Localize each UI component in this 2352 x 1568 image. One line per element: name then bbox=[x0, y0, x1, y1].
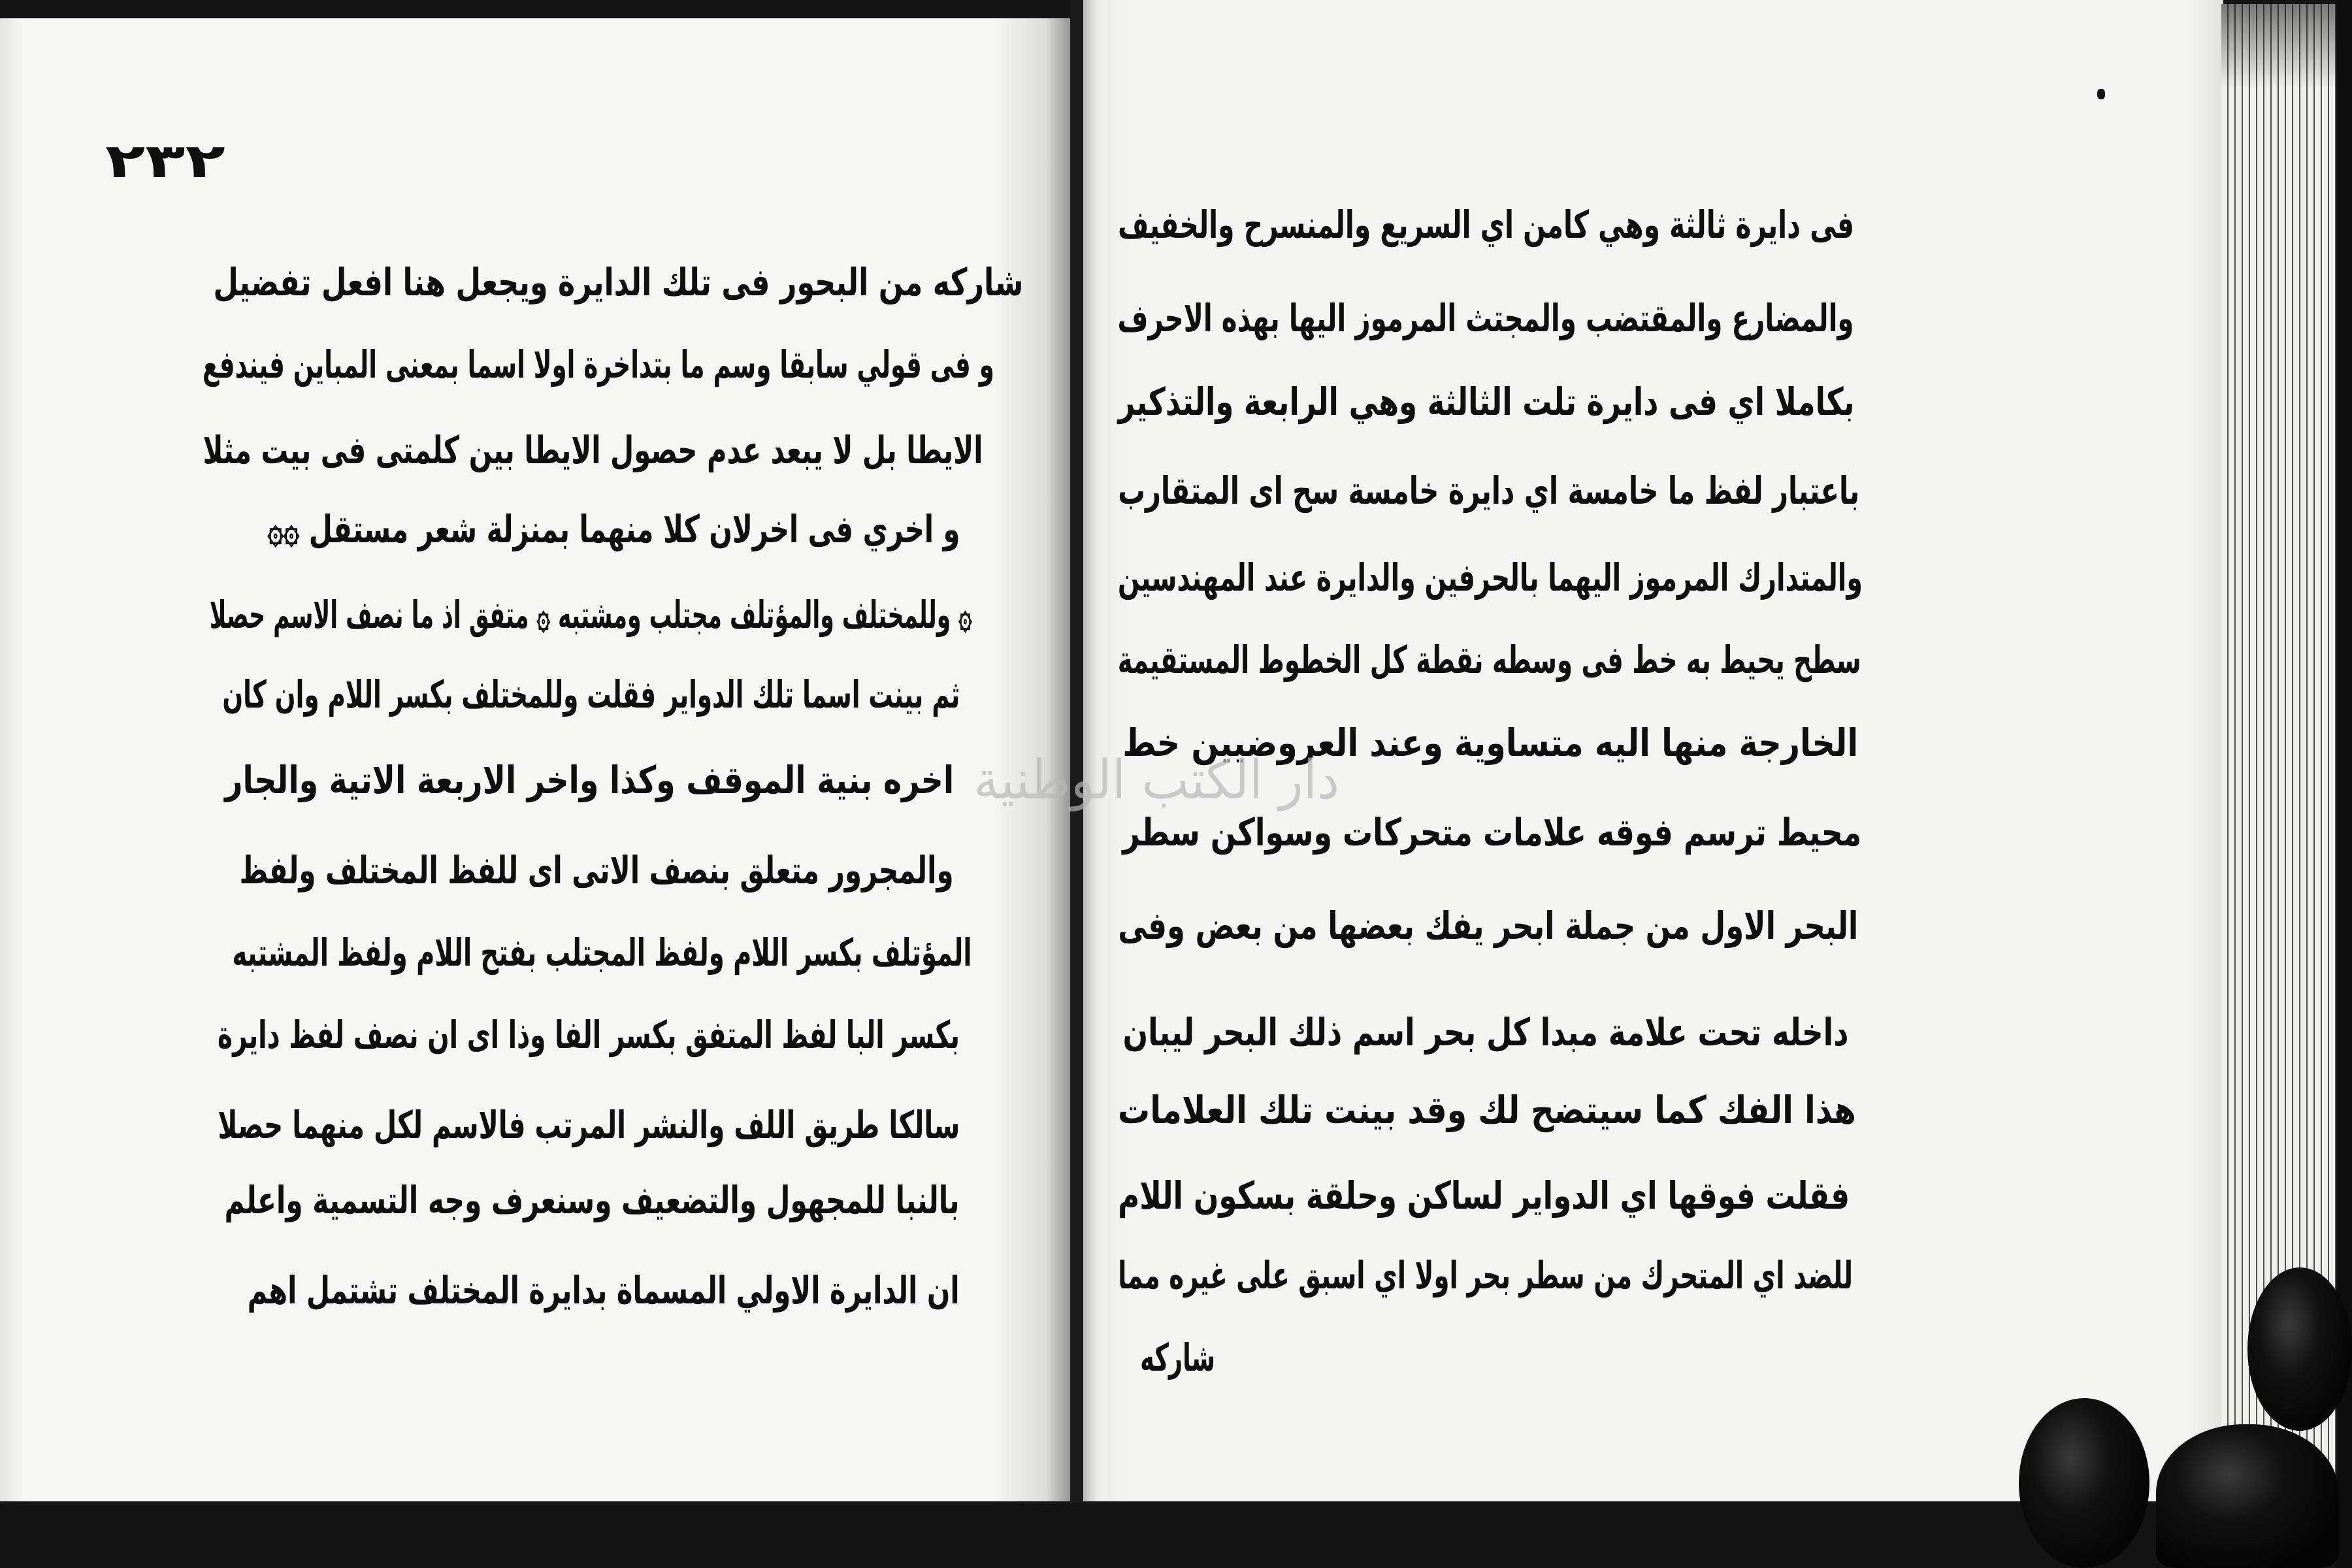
text-line: ثم بينت اسما تلك الدواير فقلت وللمختلف بكسر اللام وان كان bbox=[222, 672, 960, 717]
text-line: والمتدارك المرموز اليهما بالحرفين والدايرة عند المهندسين bbox=[1118, 555, 1863, 600]
text-line: سطح يحيط به خط فى وسطه نقطة كل الخطوط المستقيمة bbox=[1118, 638, 1861, 682]
text-line: فى دايرة ثالثة وهي كامن اي السريع والمنسرح والخفيف bbox=[1118, 203, 1854, 247]
text-line: شاركه bbox=[1140, 1335, 1215, 1380]
text-line: ۞ وللمختلف والمؤتلف مجتلب ومشتبه ۞ متفق اذ ما نصف الاسم حصلا bbox=[210, 593, 972, 637]
left-page bbox=[0, 18, 1073, 1501]
manuscript-line bbox=[218, 993, 960, 1077]
text-line: والمجرور متعلق بنصف الاتى اى للفظ المختلف ولفظ bbox=[240, 848, 954, 892]
ink-speck bbox=[2097, 89, 2105, 99]
manuscript-line bbox=[1118, 884, 1858, 968]
manuscript-line bbox=[1118, 1154, 1850, 1237]
text-line: والمضارع والمقتضب والمجتث المرموز اليها بهذه الاحرف bbox=[1118, 296, 1854, 340]
manuscript-line bbox=[225, 738, 954, 822]
text-line: الايطا بل لا يبعد عدم حصول الايطا بين كلمتى فى بيت مثلا bbox=[203, 428, 983, 472]
text-line: ان الدايرة الاولي المسماة بدايرة المختلف تشتمل اهم bbox=[248, 1268, 960, 1313]
text-line: شاركه من البحور فى تلك الدايرة ويجعل هنا افعل تفضيل bbox=[213, 260, 1023, 304]
text-line: بالنبا للمجهول والتضعيف وسنعرف وجه التسمية واعلم bbox=[225, 1178, 960, 1222]
manuscript-line bbox=[225, 1158, 960, 1242]
finger-shape bbox=[2019, 1398, 2149, 1568]
text-line: بكاملا اي فى دايرة تلت الثالثة وهي الرابعة والتذكير bbox=[1118, 380, 1854, 424]
manuscript-line bbox=[213, 240, 1023, 324]
manuscript-line bbox=[1118, 618, 1861, 702]
text-line: و فى قولي سابقا وسم ما بتداخرة اولا اسما بمعنى المباين فيندفع bbox=[203, 342, 994, 387]
text-line: و اخري فى اخرلان كلا منهما بمنزلة شعر مستقل ۞۞ bbox=[267, 507, 960, 551]
manuscript-line bbox=[1122, 990, 1848, 1074]
text-line: الخارجة منها اليه متساوية وعند العروضيين خط bbox=[1122, 721, 1858, 765]
manuscript-line bbox=[1118, 1068, 1856, 1152]
text-line: داخله تحت علامة مبدا كل بحر اسم ذلك البحر ليبان bbox=[1122, 1010, 1848, 1054]
manuscript-line bbox=[1118, 276, 1854, 360]
manuscript-line bbox=[222, 653, 960, 736]
manuscript-line bbox=[203, 323, 994, 406]
thumb-shape bbox=[2247, 1267, 2352, 1431]
manuscript-line bbox=[203, 408, 983, 492]
manuscript-line bbox=[248, 1249, 960, 1332]
manuscript-line bbox=[1118, 536, 1863, 619]
text-line: اخره بنية الموقف وكذا واخر الاربعة الاتية والجار bbox=[225, 758, 954, 802]
text-line: سالكا طريق اللف والنشر المرتب فالاسم لكل منهما حصلا bbox=[218, 1103, 960, 1147]
text-line: البحر الاول من جملة ابحر يفك بعضها من بعض وفى bbox=[1118, 904, 1858, 948]
watermark-text: دار الكتب الوطنية bbox=[973, 749, 1339, 811]
manuscript-line bbox=[1118, 183, 1854, 267]
text-line: فقلت فوقها اي الدواير لساكن وحلقة بسكون اللام bbox=[1118, 1173, 1850, 1218]
page-number bbox=[105, 129, 225, 192]
hand-shape bbox=[2156, 1424, 2339, 1568]
manuscript-line bbox=[233, 911, 972, 994]
text-line: باعتبار لفظ ما خامسة اي دايرة خامسة سح اى المتقارب bbox=[1118, 468, 1859, 513]
watermark bbox=[973, 745, 1339, 817]
text-line: بكسر البا لفظ المتفق بكسر الفا وذا اى ان نصف لفظ دايرة bbox=[218, 1013, 960, 1057]
manuscript-line bbox=[1140, 1316, 1215, 1399]
page-number-text: ٢٣٢ bbox=[105, 133, 225, 188]
manuscript-line bbox=[1118, 360, 1854, 444]
manuscript-line bbox=[1118, 449, 1859, 532]
manuscript-line bbox=[210, 573, 972, 657]
text-line: محيط ترسم فوقه علامات متحركات وسواكن سطر bbox=[1122, 810, 1861, 855]
manuscript-line bbox=[1118, 1233, 1853, 1317]
text-line: هذا الفك كما سيتضح لك وقد بينت تلك العلامات bbox=[1118, 1088, 1856, 1132]
manuscript-line bbox=[267, 487, 960, 571]
manuscript-line bbox=[218, 1083, 960, 1167]
manuscript-line bbox=[240, 828, 954, 912]
text-line: المؤتلف بكسر اللام ولفظ المجتلب بفتح اللام ولفظ المشتبه bbox=[233, 930, 972, 975]
text-line: للضد اي المتحرك من سطر بحر اولا اي اسبق على غيره مما bbox=[1118, 1253, 1853, 1298]
